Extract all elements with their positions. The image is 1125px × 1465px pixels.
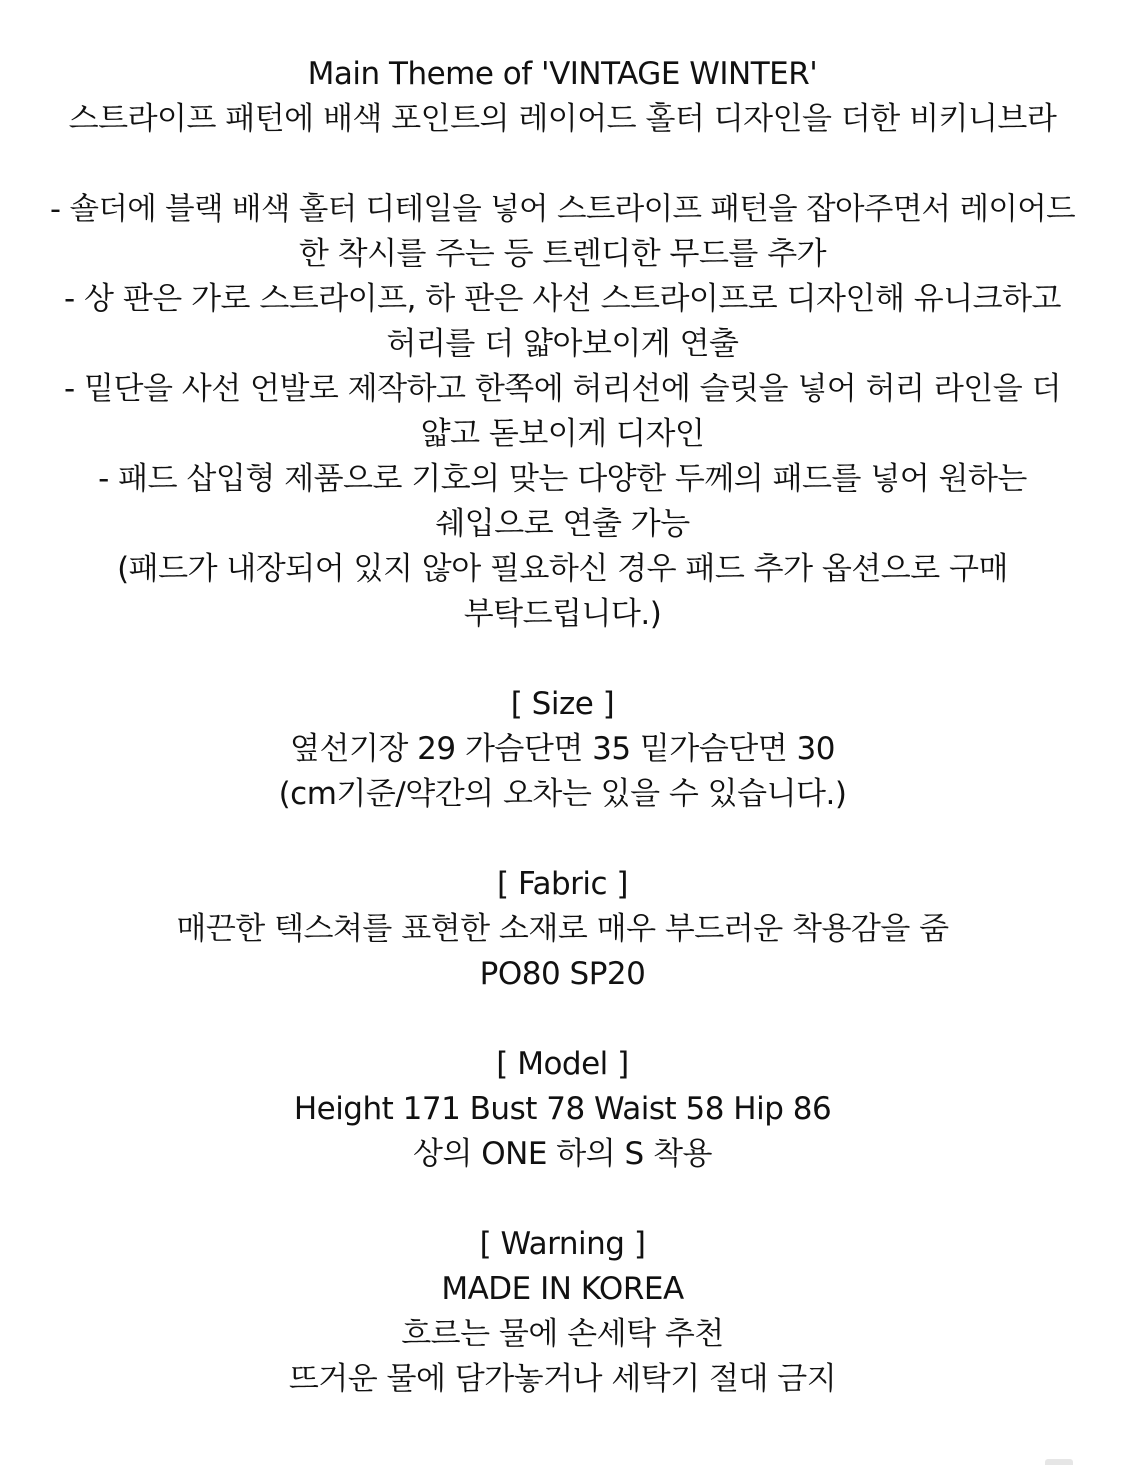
feature-line: (패드가 내장되어 있지 않아 필요하신 경우 패드 추가 옵션으로 구매: [117, 551, 1008, 587]
size-section: [0, 682, 1125, 817]
origin-label: MADE IN KOREA: [441, 1271, 684, 1307]
model-fit: 상의 ONE 하의 S 착용: [413, 1136, 712, 1172]
care-instruction: 뜨거운 물에 담가놓거나 세탁기 절대 금지: [288, 1361, 837, 1397]
features-section: [0, 187, 1125, 637]
model-section: [0, 1042, 1125, 1177]
feature-line: 얇고 돋보이게 디자인: [420, 416, 705, 452]
feature-line: - 숄더에 블랙 배색 홀터 디테일을 넣어 스트라이프 패턴을 잡아주면서 레이어드: [50, 192, 1075, 227]
product-description: [0, 52, 1125, 1402]
feature-line: 쉐입으로 연출 가능: [435, 506, 690, 542]
section-gap: [0, 817, 1125, 862]
feature-line: - 패드 삽입형 제품으로 기호의 맞는 다양한 두께의 패드를 넣어 원하는: [98, 461, 1027, 497]
model-heading: [ Model ]: [496, 1046, 629, 1082]
fabric-section: [0, 862, 1125, 997]
feature-line: 허리를 더 얇아보이게 연출: [386, 326, 739, 362]
fabric-composition: PO80 SP20: [479, 956, 646, 992]
care-instruction: 흐르는 물에 손세탁 추천: [401, 1316, 724, 1352]
section-gap: [0, 1177, 1125, 1222]
model-measurements: Height 171 Bust 78 Waist 58 Hip 86: [293, 1091, 832, 1127]
product-summary: 스트라이프 패턴에 배색 포인트의 레이어드 홀터 디자인을 더한 비키니브라: [68, 101, 1057, 137]
scroll-indicator: [1045, 1459, 1073, 1465]
feature-line: 한 착시를 주는 등 트렌디한 무드를 추가: [298, 236, 827, 272]
section-gap: [0, 637, 1125, 682]
fabric-heading: [ Fabric ]: [497, 866, 628, 902]
warning-heading: [ Warning ]: [479, 1226, 646, 1262]
theme-line: Main Theme of 'VINTAGE WINTER': [307, 56, 818, 92]
feature-line: 부탁드립니다.): [463, 596, 662, 632]
feature-line: - 밑단을 사선 언발로 제작하고 한쪽에 허리선에 슬릿을 넣어 허리 라인을 더: [64, 371, 1061, 407]
section-gap: [0, 142, 1125, 187]
fabric-description: 매끈한 텍스쳐를 표현한 소재로 매우 부드러운 착용감을 줌: [176, 911, 949, 947]
size-note: (cm기준/약간의 오차는 있을 수 있습니다.): [278, 776, 847, 812]
size-heading: [ Size ]: [510, 686, 615, 722]
intro-section: [0, 52, 1125, 142]
warning-section: [0, 1222, 1125, 1402]
size-measurements: 옆선기장 29 가슴단면 35 밑가슴단면 30: [290, 731, 835, 767]
feature-line: - 상 판은 가로 스트라이프, 하 판은 사선 스트라이프로 디자인해 유니크하고: [64, 281, 1061, 317]
section-gap: [0, 997, 1125, 1042]
